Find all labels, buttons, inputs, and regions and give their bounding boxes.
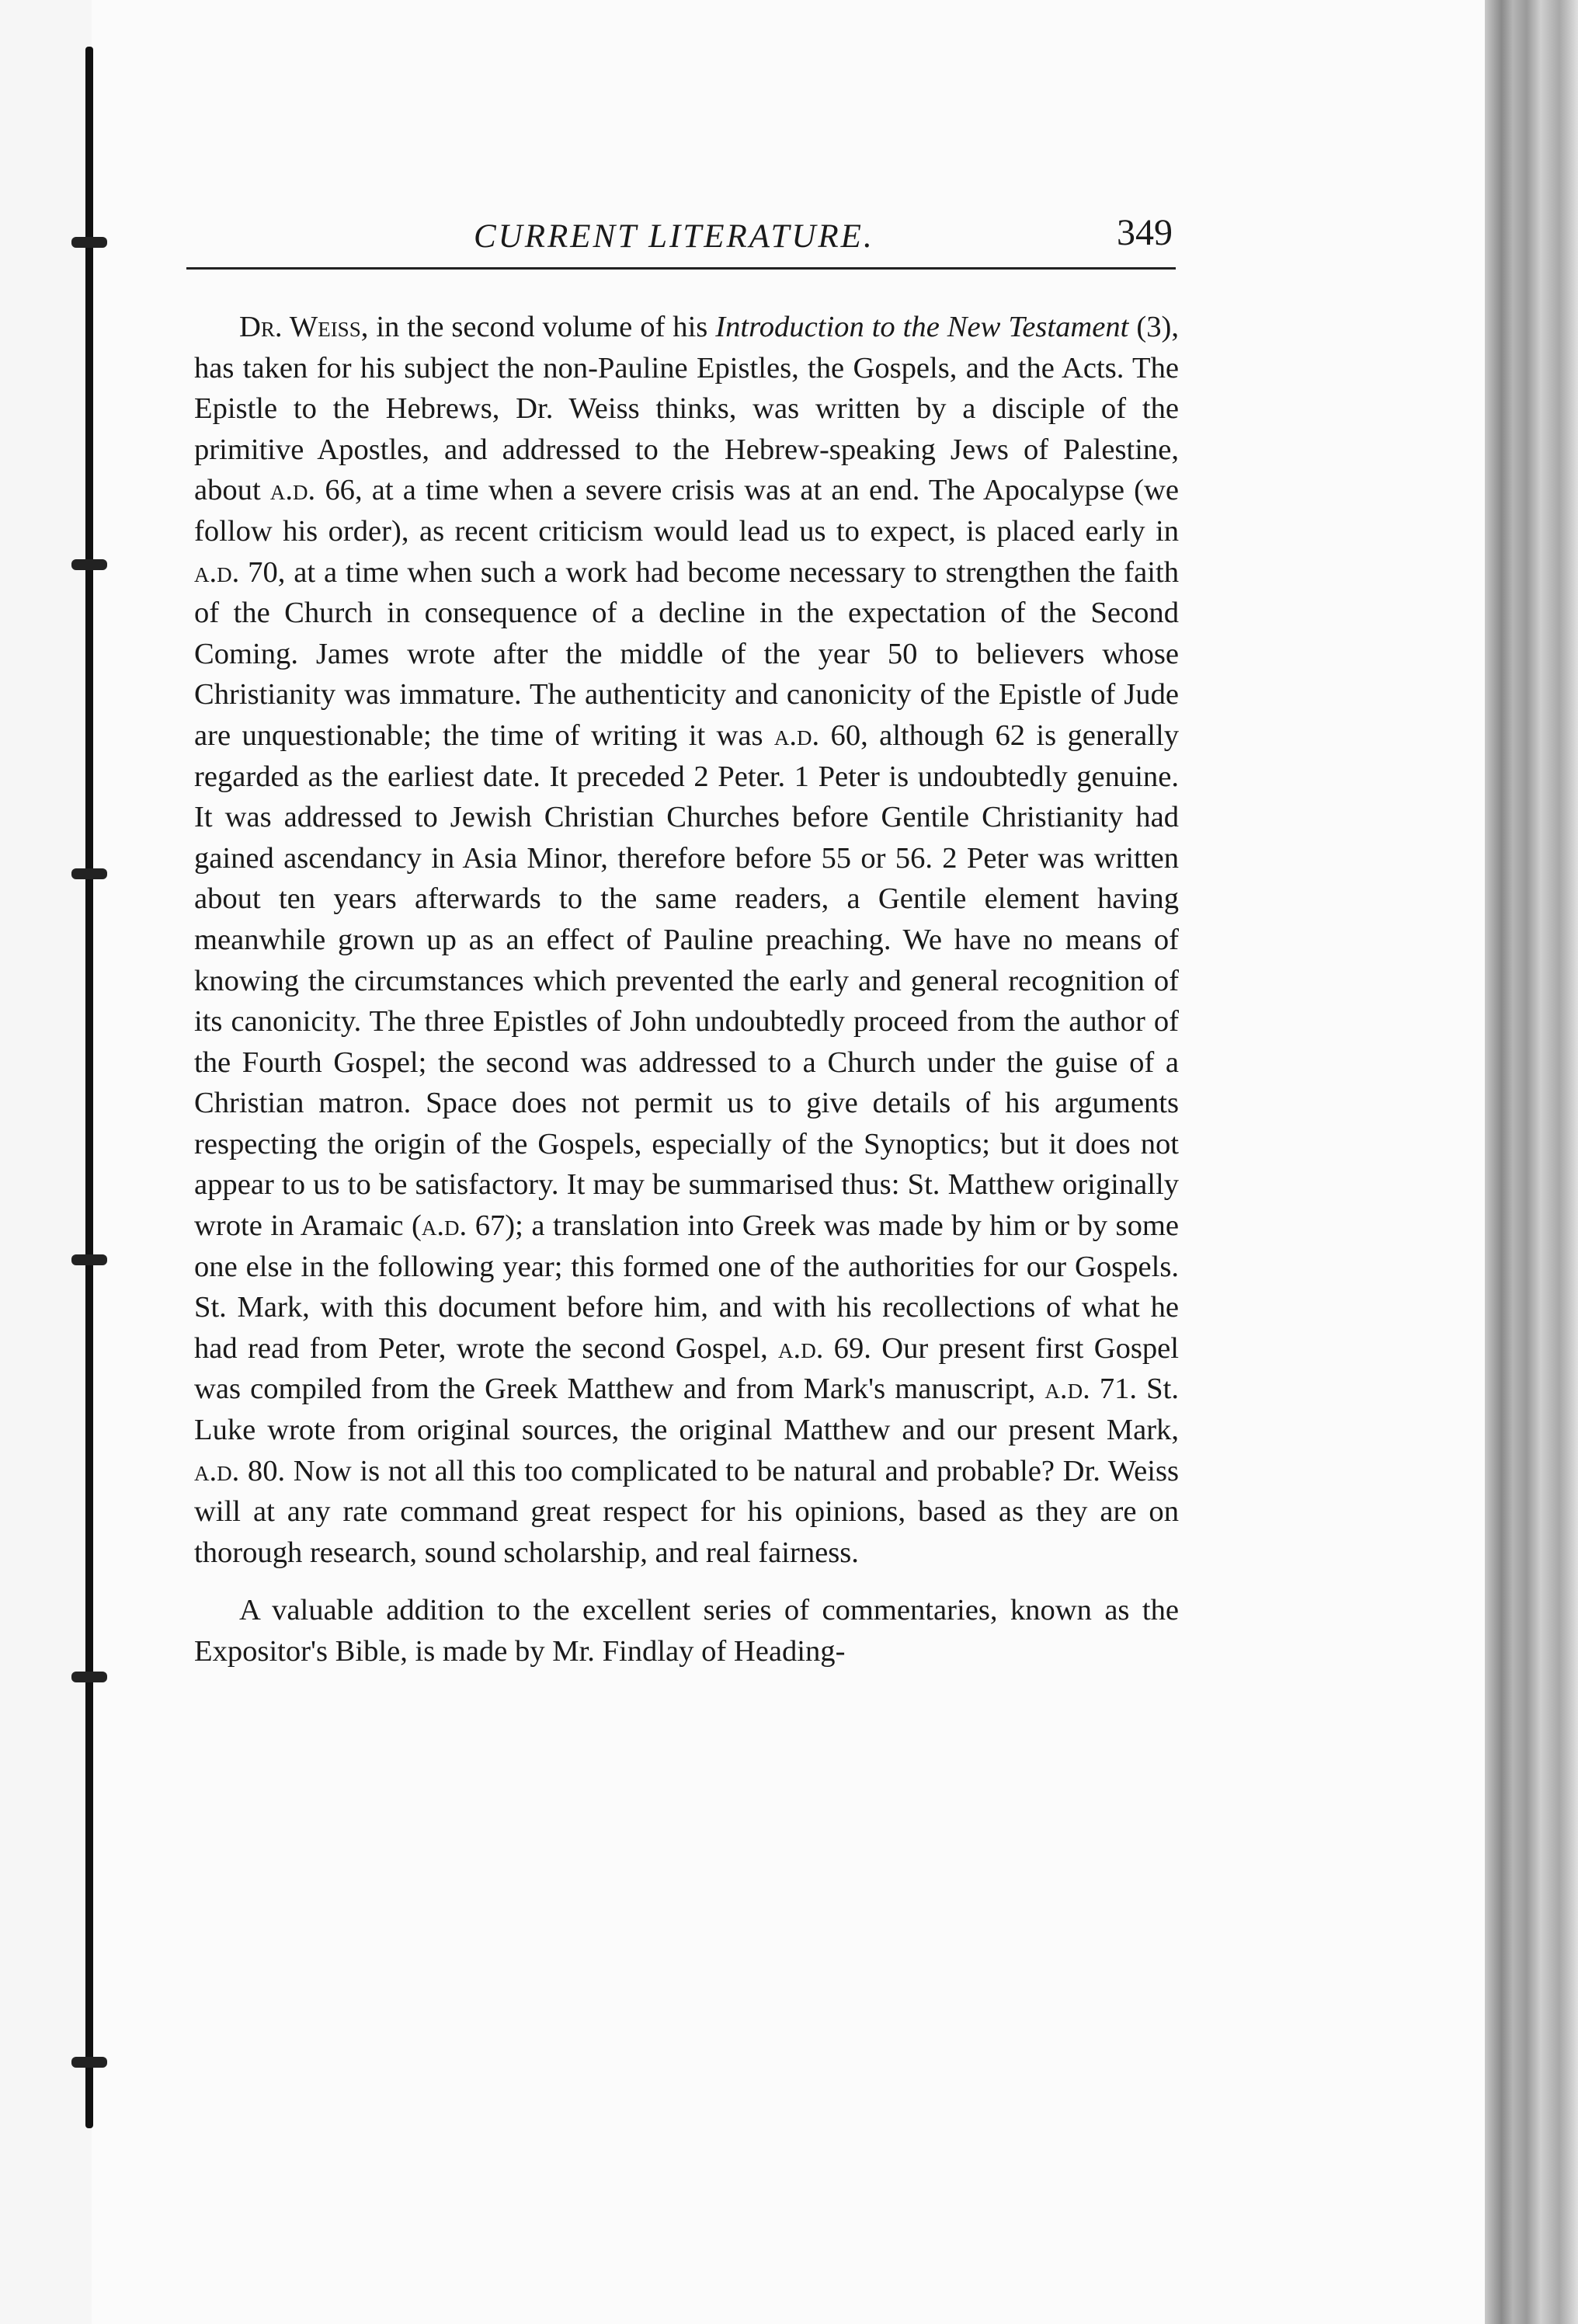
binding-stitch [71, 868, 107, 879]
binding-stitch [71, 559, 107, 570]
era-abbrev: a.d. [778, 1331, 824, 1365]
binding-stitch [71, 237, 107, 248]
era-abbrev: a.d. [421, 1209, 467, 1243]
era-abbrev: a.d. [194, 1454, 240, 1487]
paragraph-findlay: A valuable addition to the excellent series of commentaries, known as the Expositor's Bible, is made by Mr. Findlay of Heading- [194, 1594, 1179, 1668]
running-head: CURRENT LITERATURE. [474, 218, 874, 255]
paragraph-weiss: Dr. Weiss, in the second volume of his Introduction to the New Testament (3), has taken for his subject the non-Pauline Epistles, the Gospels, and the Acts. The Epistle to the Hebrews, Dr. Weiss thinks, was written by a disciple of the primitive Apostles, and addressed to the Hebrew-speaking Jews of Palestine, about a.d. 66, at a time when a severe crisis was at an end. The Apocalypse (we follow his order), as recent criticism would lead us to expect, is placed early in a.d. 70, at a time when such a work had become necessary to strengthen the faith of the Church in consequence of a decline in the expectation of the Second Coming. James wrote after the middle of the year 50 to believers whose Christianity was immature. The authenticity and canonicity of the Epistle of Jude are unquestionable; the time of writing it was a.d. 60, although 62 is generally regarded as the earliest date. It preceded 2 Peter. 1 Peter is undoubtedly genuine. It was addressed to Jewish Christian Churches before Gentile Christianity had gained ascendancy in Asia Minor, therefore before 55 or 56. 2 Peter was written about ten years afterwards to the same readers, a Gentile element having meanwhile grown up as an effect of Pauline preaching. We have no means of knowing the circumstances which prevented the early and general recognition of its canonicity. The three Epistles of John undoubtedly proceed from the author of the Fourth Gospel; the second was addressed to a Church under the guise of a Christian matron. Space does not permit us to give details of his arguments respecting the origin of the Gospels, especially of the Synoptics; but it does not appear to us to be satisfactory. It may be summarised thus: St. Matthew originally wrote in Aramaic (a.d. 67); a translation into Greek was made by him or by some one else in the following year; this formed one of the authorities for our Gospels. St. Mark, with this document before him, and with his recollections of what he had read from Peter, wrote the second Gospel, a.d. 69. Our present first Gospel was compiled from the Greek Matthew and from Mark's manuscript, a.d. 71. St. Luke wrote from original sources, the original Matthew and our present Mark, a.d. 80. Now is not all this too complicated to be natural and probable? Dr. Weiss will at any rate command great respect for his opinions, based as they are on thorough research, sound scholarship, and real fairness. [194, 311, 1180, 1569]
page-header [186, 210, 1173, 272]
binding-stitch [71, 1672, 107, 1682]
binding-stitch [71, 2057, 107, 2068]
era-abbrev: a.d. [194, 555, 240, 589]
book-page-edges [1485, 0, 1578, 2324]
binding-gutter [0, 0, 92, 2324]
lead-name: Dr. Weiss [239, 311, 361, 343]
binding-stitch [71, 1254, 107, 1265]
era-abbrev: a.d. [773, 718, 820, 752]
book-title: Introduction to the New Testament [715, 311, 1129, 343]
page-number: 349 [1117, 212, 1173, 253]
era-abbrev: a.d. [1044, 1372, 1090, 1406]
body-text [194, 307, 1179, 1672]
header-rule [186, 267, 1176, 270]
era-abbrev: a.d. [269, 474, 316, 507]
binding-cord [85, 47, 93, 2128]
